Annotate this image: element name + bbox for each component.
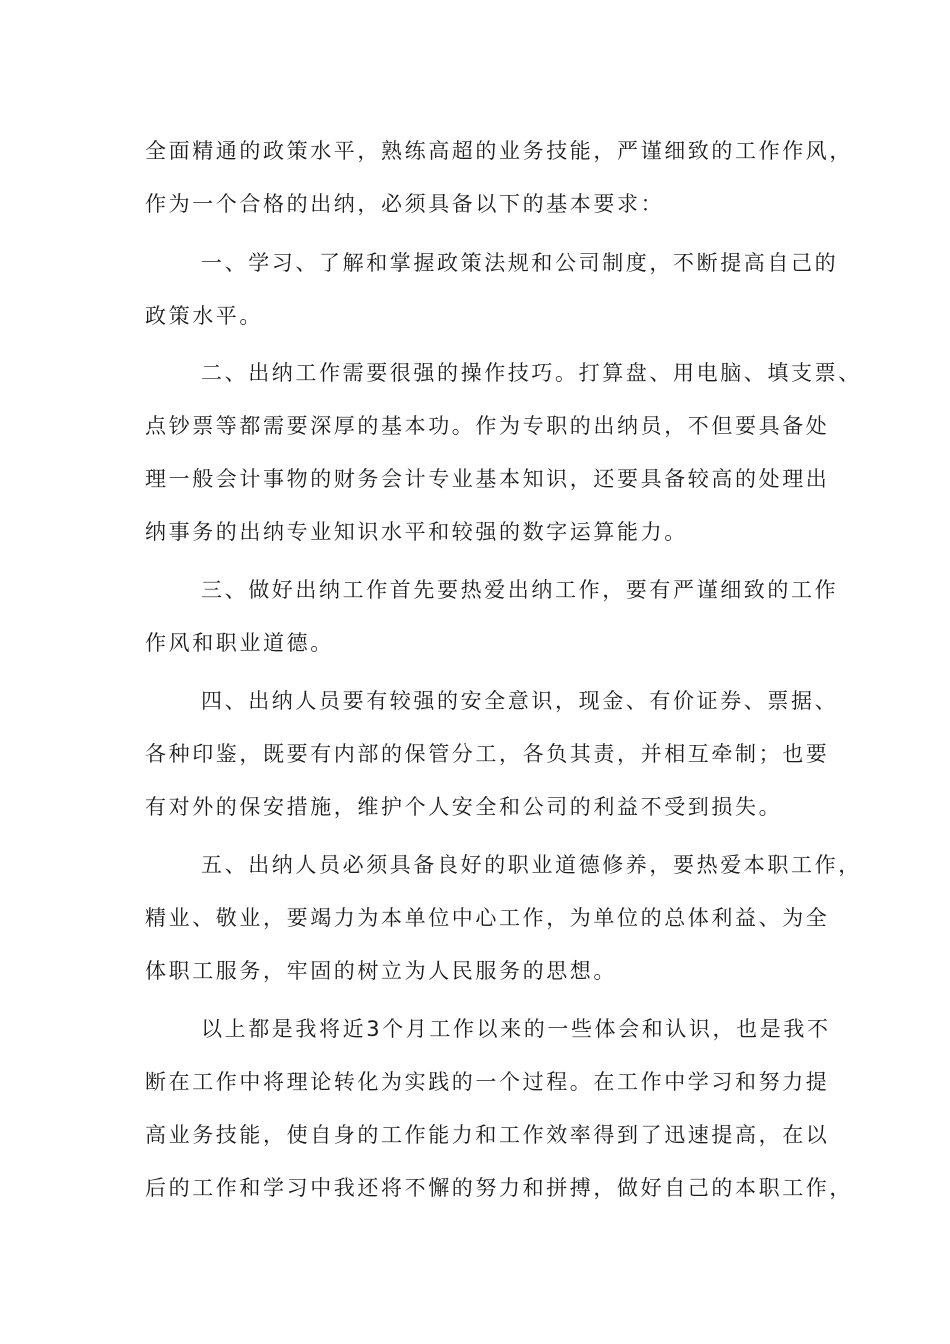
paragraph-line: 五、出纳人员必须具备良好的职业道德修养，要热爱本职工作， xyxy=(201,853,862,877)
paragraph-line: 有对外的保安措施，维护个人安全和公司的利益不受到损失。 xyxy=(145,795,783,819)
paragraph-line: 断在工作中将理论转化为实践的一个过程。在工作中学习和努力提 xyxy=(145,1070,830,1094)
paragraph-line: 点钞票等都需要深厚的基本功。作为专职的出纳员，不但要具备处 xyxy=(145,414,830,438)
paragraph-line: 四、出纳人员要有较强的安全意识，现金、有价证券、票据、 xyxy=(201,689,839,713)
paragraph-line: 政策水平。 xyxy=(145,304,263,328)
paragraph-line: 一、学习、了解和掌握政策法规和公司制度，不断提高自己的 xyxy=(201,251,839,275)
paragraph-line: 作风和职业道德。 xyxy=(145,631,334,655)
paragraph-line: 纳事务的出纳专业知识水平和较强的数字运算能力。 xyxy=(145,520,688,544)
paragraph-line: 以上都是我将近3个月工作以来的一些体会和认识，也是我不 xyxy=(201,1017,831,1041)
paragraph-line: 各种印鉴，既要有内部的保管分工，各负其责，并相互牵制；也要 xyxy=(145,742,830,766)
paragraph-line: 精业、敬业，要竭力为本单位中心工作，为单位的总体利益、为全 xyxy=(145,906,830,930)
paragraph-line: 后的工作和学习中我还将不懈的努力和拼搏，做好自己的本职工作， xyxy=(145,1176,853,1200)
paragraph-line: 高业务技能，使自身的工作能力和工作效率得到了迅速提高，在以 xyxy=(145,1123,830,1147)
paragraph-line: 理一般会计事物的财务会计专业基本知识，还要具备较高的处理出 xyxy=(145,467,830,491)
paragraph-line: 三、做好出纳工作首先要热爱出纳工作，要有严谨细致的工作 xyxy=(201,578,839,602)
paragraph-line: 作为一个合格的出纳，必须具备以下的基本要求： xyxy=(145,192,665,216)
paragraph-line: 体职工服务，牢固的树立为人民服务的思想。 xyxy=(145,959,617,983)
paragraph-line: 二、出纳工作需要很强的操作技巧。打算盘、用电脑、填支票、 xyxy=(201,361,862,385)
paragraph-line: 全面精通的政策水平，熟练高超的业务技能，严谨细致的工作作风， xyxy=(145,139,853,163)
